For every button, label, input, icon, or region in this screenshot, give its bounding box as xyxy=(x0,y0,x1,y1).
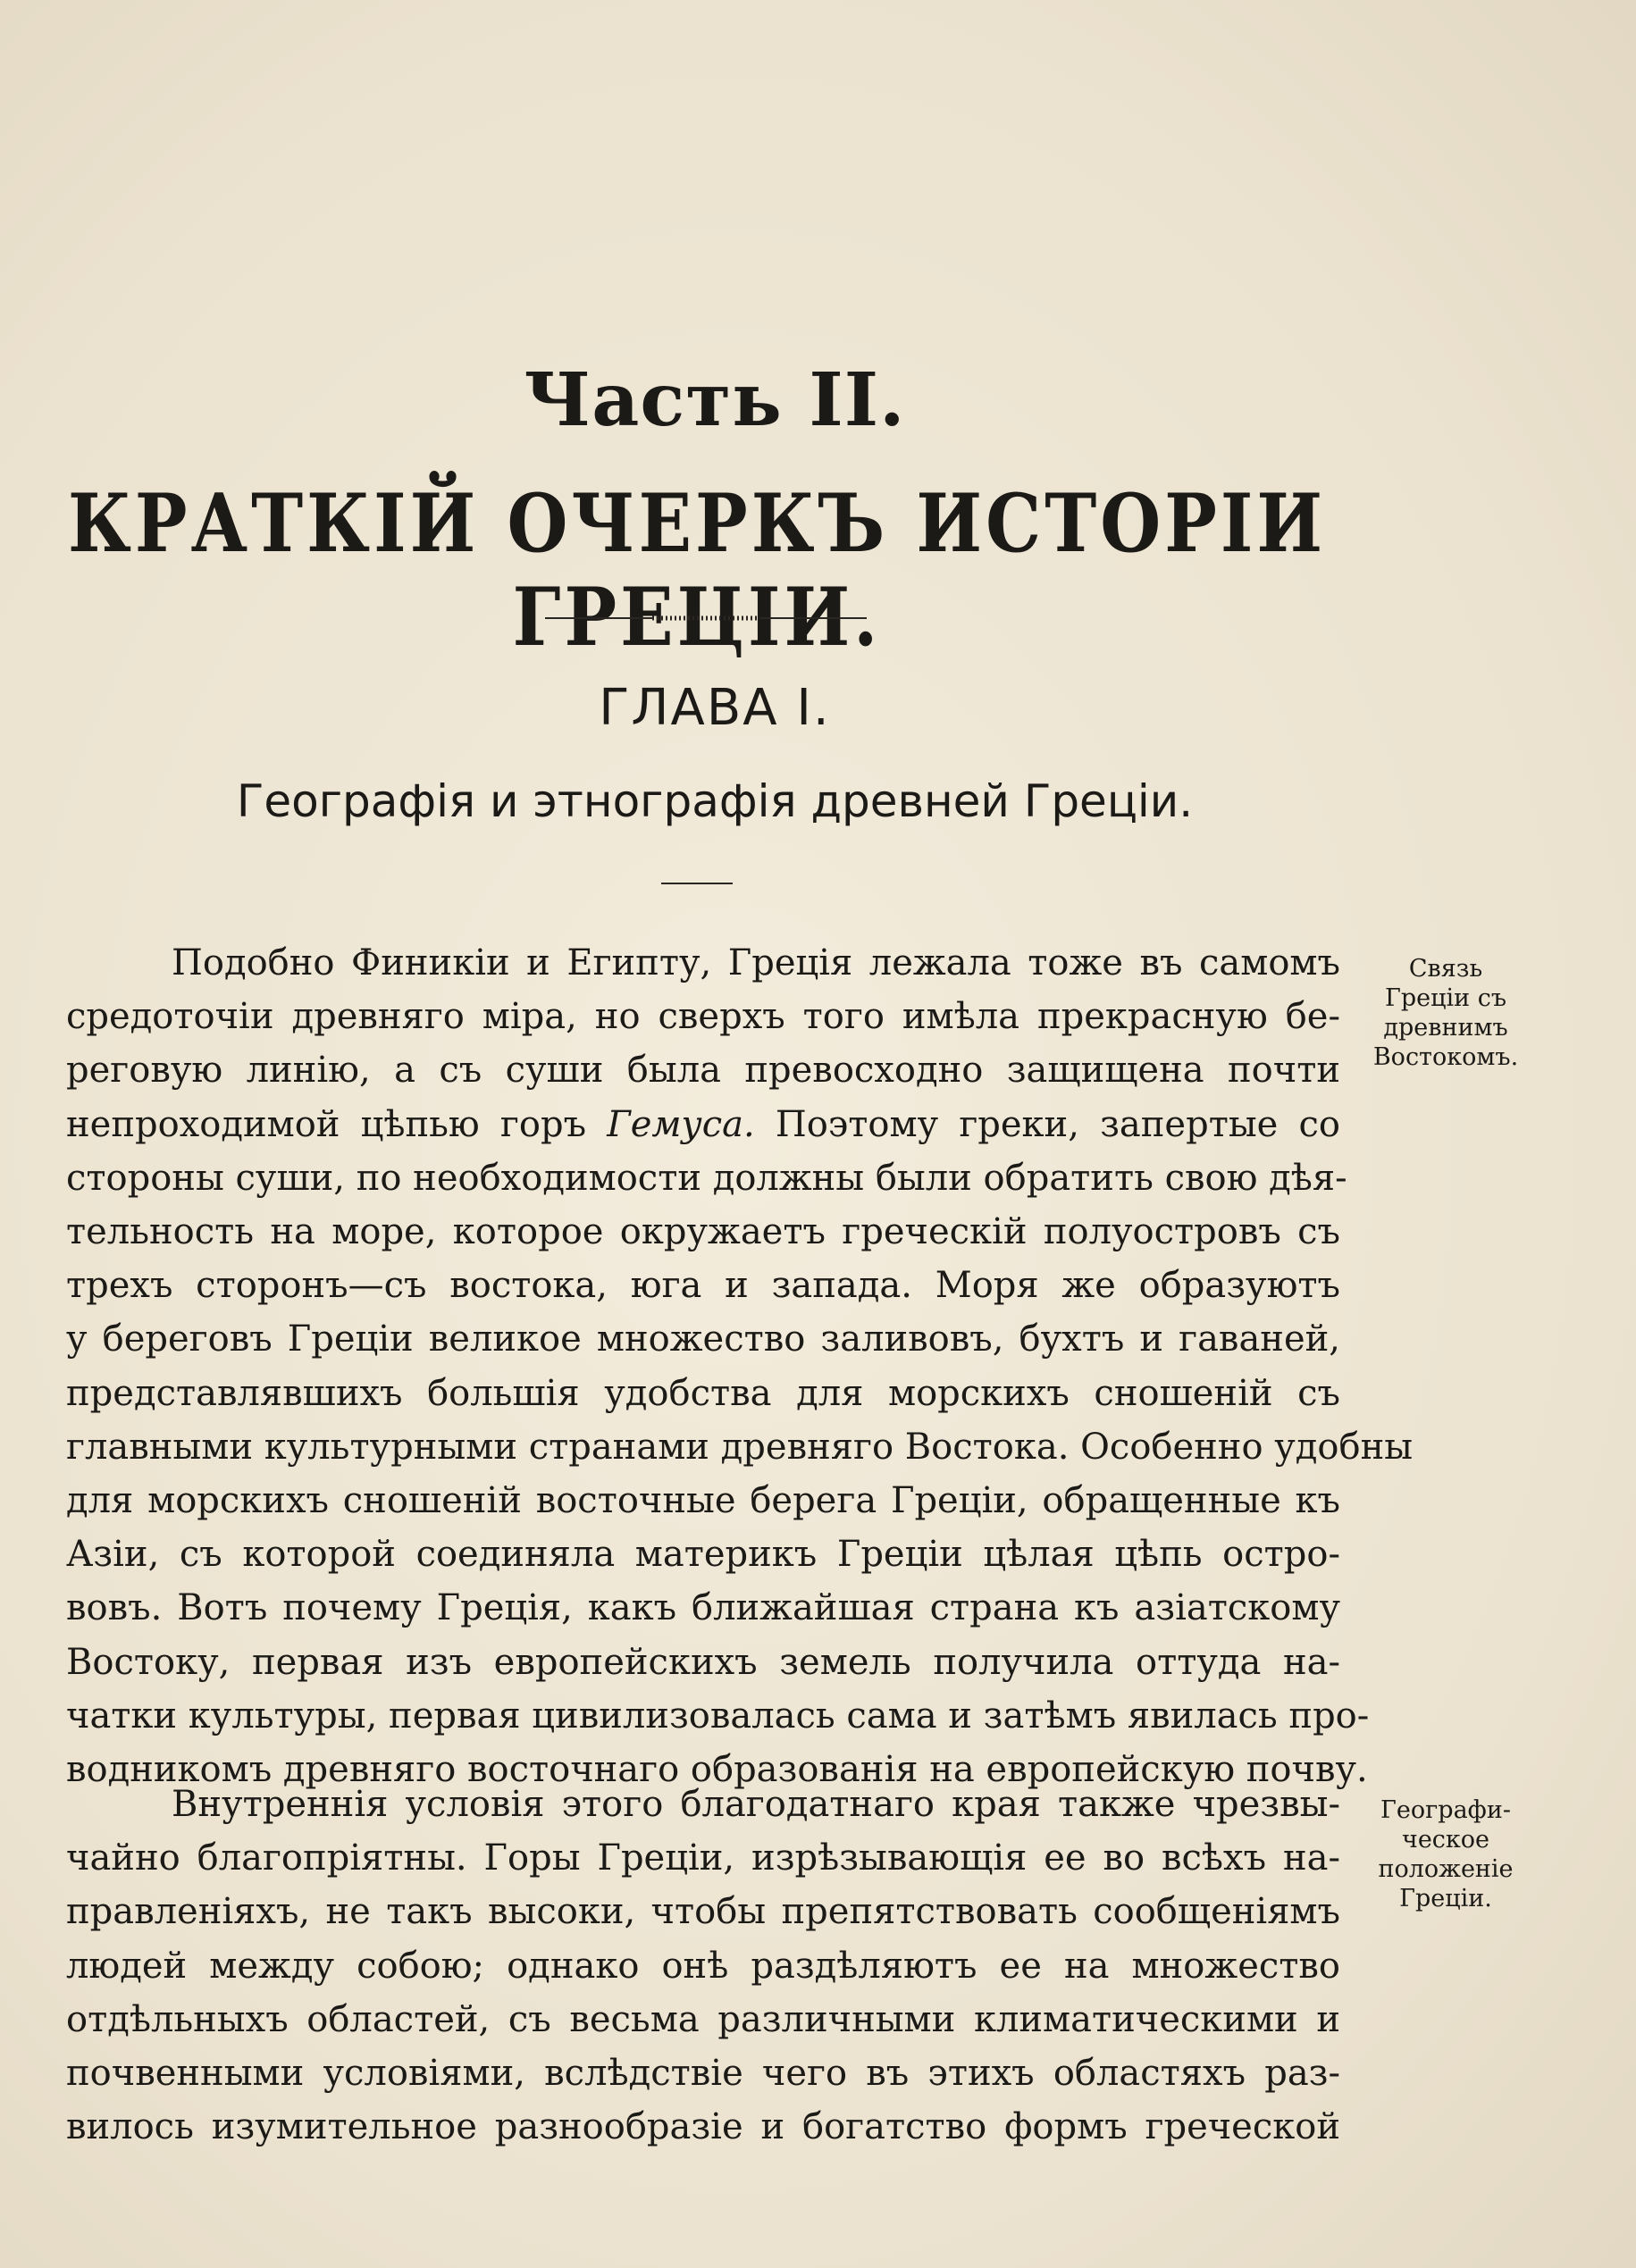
margin-note-2 xyxy=(1347,1795,1544,1913)
margin-note-line: Географи- xyxy=(1380,1796,1511,1824)
chapter-heading: ГЛАВА I. xyxy=(599,679,831,737)
text-line: средоточіи древняго міра, но сверхъ того имѣла прекрасную бе- xyxy=(66,996,1340,1038)
margin-note-line: древнимъ xyxy=(1383,1014,1508,1042)
text-line: водникомъ древняго восточнаго образованія на европейскую почву. xyxy=(66,1749,1368,1791)
text-line: представлявшихъ большія удобства для морскихъ сношеній съ xyxy=(66,1372,1340,1414)
margin-note-line: Греціи съ xyxy=(1384,984,1506,1012)
text-line: тельность на море, которое окружаетъ греческій полуостровъ съ xyxy=(66,1211,1340,1253)
margin-note-line: Востокомъ. xyxy=(1372,1043,1519,1071)
text-line: для морскихъ сношеній восточные берега Греціи, обращенные къ xyxy=(66,1480,1340,1522)
part-heading: Часть II. xyxy=(524,357,906,443)
paragraph-2 xyxy=(66,1778,1340,2154)
text-line: стороны суши, по необходимости должны были обратить свою дѣя- xyxy=(66,1157,1347,1199)
book-title: КРАТКІЙ ОЧЕРКЪ ИСТОРІИ ГРЕЦІИ. xyxy=(67,477,1327,665)
margin-note-line: положеніе xyxy=(1378,1855,1514,1883)
ornamental-rule xyxy=(545,615,867,622)
text-line: у береговъ Греціи великое множество заливовъ, бухтъ и гаваней, xyxy=(66,1318,1340,1360)
text-line: чатки культуры, первая цивилизовалась сама и затѣмъ явилась про- xyxy=(66,1695,1370,1737)
text-line: почвенными условіями, вслѣдствіе чего въ этихъ областяхъ раз- xyxy=(66,2053,1340,2095)
text-line: чайно благопріятны. Горы Греціи, изрѣзывающія ее во всѣхъ на- xyxy=(66,1837,1340,1879)
text-line: Востоку, первая изъ европейскихъ земель получила оттуда на- xyxy=(66,1641,1340,1683)
text-line: реговую линію, а съ суши была превосходно защищена почти xyxy=(66,1050,1340,1092)
text-line: главными культурными странами древняго Востока. Особенно удобны xyxy=(66,1426,1414,1468)
text-line: вилось изумительное разнообразіе и богатство формъ греческой xyxy=(66,2106,1340,2148)
margin-note-line: Греціи. xyxy=(1399,1885,1492,1912)
section-rule xyxy=(661,883,733,884)
text-segment: Поэтому греки, запертые со xyxy=(775,1103,1341,1145)
text-line: Подобно Финикіи и Египту, Греція лежала тоже въ самомъ xyxy=(172,942,1340,983)
text-segment: непроходимой цѣпью горъ xyxy=(66,1103,587,1145)
text-line: Азіи, съ которой соединяла материкъ Греціи цѣлая цѣпь остро- xyxy=(66,1534,1340,1576)
bleed-through-text xyxy=(71,80,82,139)
paragraph-1 xyxy=(66,936,1414,1796)
text-line: Внутреннія условія этого благодатнаго края также чрезвы- xyxy=(172,1784,1340,1825)
margin-note-line: Связь xyxy=(1408,955,1483,983)
text-line: трехъ сторонъ—съ востока, юга и запада. Моря же образуютъ xyxy=(66,1265,1340,1307)
margin-note-1 xyxy=(1347,954,1544,1072)
text-line: правленіяхъ, не такъ высоки, чтобы препятствовать сообщеніямъ xyxy=(66,1891,1340,1933)
chapter-subtitle: Географія и этнографія древней Греціи. xyxy=(236,775,1194,827)
text-line: вовъ. Вотъ почему Греція, какъ ближайшая страна къ азіатскому xyxy=(66,1587,1340,1629)
text-line: отдѣльныхъ областей, съ весьма различными климатическими и xyxy=(66,1998,1340,2040)
italic-place-name: Гемуса. xyxy=(607,1103,755,1145)
text-line: людей между собою; однако онѣ раздѣляютъ ее на множество xyxy=(66,1945,1340,1987)
text-line-mixed xyxy=(66,1098,1340,1151)
margin-note-line: ческое xyxy=(1401,1826,1490,1854)
